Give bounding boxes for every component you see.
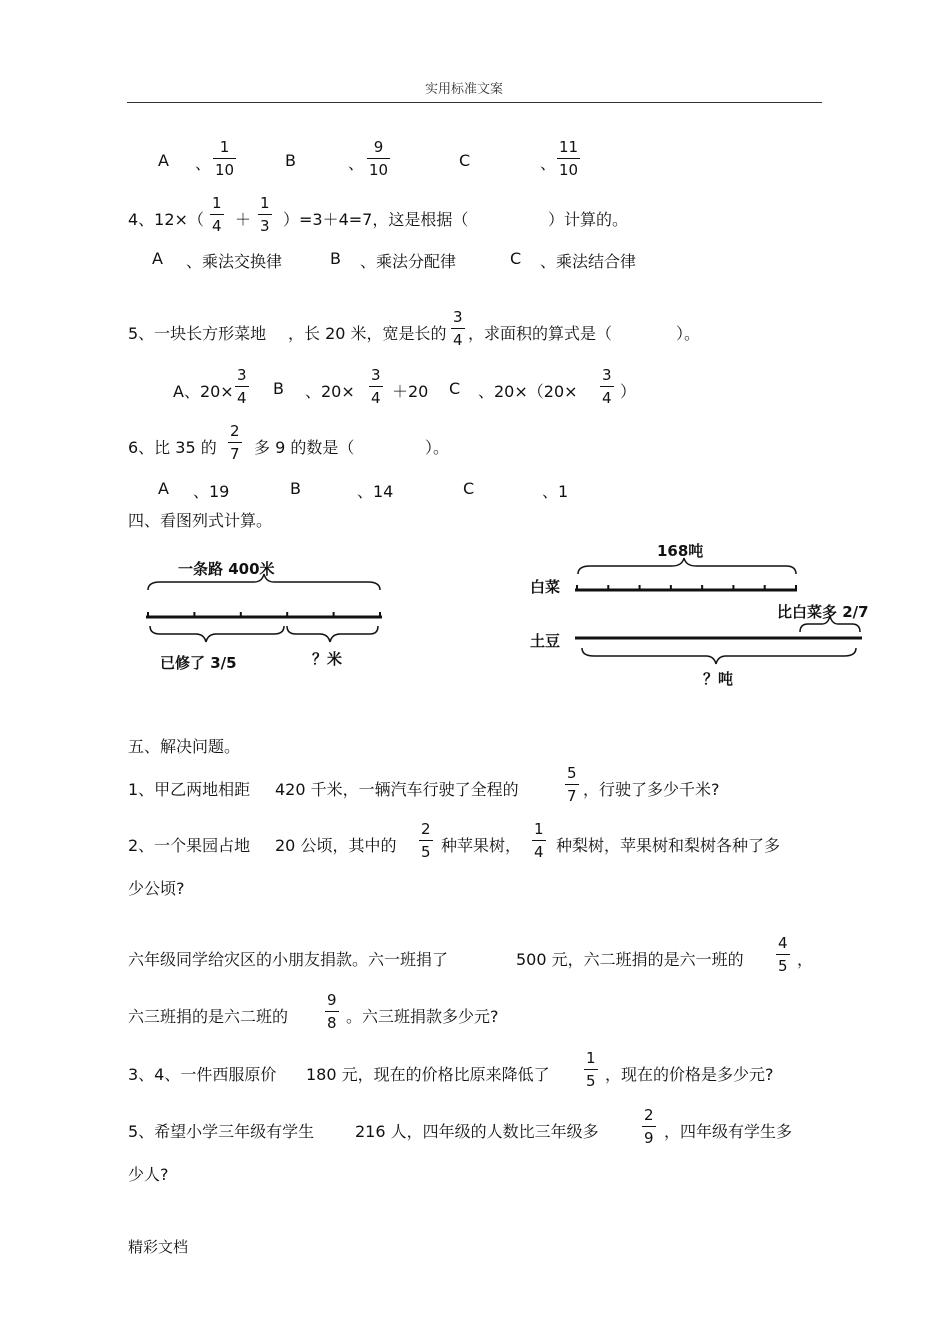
q5-option-b-tail: ＋20 bbox=[392, 382, 429, 401]
p3-line2-prefix: 六三班捐的是六二班的 bbox=[128, 1007, 289, 1026]
q5-fraction: 3 4 bbox=[453, 308, 463, 349]
p3-mid: 500 元，六二班捐的是六一班的 bbox=[516, 950, 744, 969]
q4-option-b-label: B bbox=[330, 249, 341, 268]
q5-option-a: A、20× bbox=[173, 382, 234, 401]
q6-option-a-label: A bbox=[158, 479, 169, 498]
page-header: 实用标准文案 bbox=[425, 82, 504, 97]
p4-mid: 180 元，现在的价格比原来降低了 bbox=[306, 1065, 550, 1084]
q4-option-c-label: C bbox=[510, 249, 522, 268]
q4-end: ）计算的。 bbox=[548, 210, 629, 229]
q3-option-a-fraction: 1 10 bbox=[215, 138, 235, 179]
diagram2-row2-label: 土豆 bbox=[530, 632, 561, 650]
q6-prefix: 6、比 35 的 bbox=[128, 438, 217, 457]
p1-fraction: 5 7 bbox=[567, 764, 577, 805]
q3-option-a-label: A bbox=[158, 151, 169, 170]
p2-line2: 少公顷? bbox=[128, 879, 185, 898]
q3-option-a-sep: 、 bbox=[195, 154, 212, 173]
p2-suffix: 种梨树，苹果树和梨树各种了多 bbox=[556, 836, 781, 855]
q4-option-a-text: 、乘法交换律 bbox=[186, 252, 283, 271]
p3-tail: ， bbox=[797, 950, 814, 969]
diagram2-top-label: 168吨 bbox=[657, 542, 704, 560]
q5-option-c-tail: ） bbox=[620, 382, 637, 401]
p1-mid: 420 千米，一辆汽车行驶了全程的 bbox=[275, 780, 519, 799]
diagram2-bottom-brace bbox=[582, 648, 856, 664]
q5-option-b-fraction: 3 4 bbox=[371, 366, 381, 407]
p5-mid: 216 人，四年级的人数比三年级多 bbox=[355, 1122, 599, 1141]
p3-line2-suffix: 。六三班捐款多少元? bbox=[346, 1007, 499, 1026]
q6-suffix: 多 9 的数是（ bbox=[254, 438, 355, 457]
q4-option-a-label: A bbox=[152, 249, 163, 268]
p5-prefix: 5、希望小学三年级有学生 bbox=[128, 1122, 315, 1141]
q3-option-c-sep: 、 bbox=[540, 154, 557, 173]
q4-prefix: 4、12×（ bbox=[128, 210, 204, 229]
p1-suffix: ，行驶了多少千米? bbox=[583, 780, 720, 799]
p4-fraction: 1 5 bbox=[586, 1049, 596, 1090]
p2-mid2: 种苹果树， bbox=[441, 836, 522, 855]
p5-fraction: 2 9 bbox=[644, 1106, 654, 1147]
q4-plus: ＋ bbox=[235, 210, 252, 229]
q4-option-b-text: 、乘法分配律 bbox=[360, 252, 457, 271]
q5-option-b-text: 、20× bbox=[305, 382, 355, 401]
q6-option-c-label: C bbox=[463, 479, 475, 498]
section4-title: 四、看图列式计算。 bbox=[128, 511, 273, 530]
diagram2-bottom-label: ？吨 bbox=[703, 670, 734, 688]
q6-option-c-text: 、1 bbox=[542, 482, 569, 501]
q5-option-c-text: 、20×（20× bbox=[478, 382, 578, 401]
diagram1-left-label: 已修了 3/5 bbox=[160, 654, 237, 672]
q4-suffix: ）=3＋4=7，这是根据（ bbox=[283, 210, 469, 229]
diagram2-extra-brace bbox=[800, 616, 860, 632]
q5-suffix: ，求面积的算式是（ bbox=[468, 324, 613, 343]
p5-suffix: ，四年级有学生多 bbox=[664, 1122, 793, 1141]
p3-fraction-1: 4 5 bbox=[778, 934, 788, 975]
q4-option-c-text: 、乘法结合律 bbox=[540, 252, 637, 271]
diagram2-top-brace bbox=[578, 558, 796, 574]
q3-option-b-fraction: 9 10 bbox=[369, 138, 389, 179]
diagram2-extra-label: 比白菜多 2/7 bbox=[777, 603, 869, 621]
page-footer: 精彩文档 bbox=[128, 1238, 189, 1256]
p3-prefix: 六年级同学给灾区的小朋友捐款。六一班捐了 bbox=[128, 950, 449, 969]
p2-fraction-1: 2 5 bbox=[421, 820, 431, 861]
q5-option-b-label: B bbox=[273, 379, 284, 398]
q3-option-c-label: C bbox=[459, 151, 471, 170]
q4-fraction-1: 1 4 bbox=[212, 194, 222, 235]
q6-option-a-text: 、19 bbox=[193, 482, 230, 501]
p2-prefix: 2、一个果园占地 bbox=[128, 836, 251, 855]
q3-option-b-sep: 、 bbox=[348, 154, 365, 173]
q3-option-c-fraction: 11 10 bbox=[559, 138, 579, 179]
p2-fraction-2: 1 4 bbox=[534, 820, 544, 861]
q5-option-a-fraction: 3 4 bbox=[237, 366, 247, 407]
q5-option-c-fraction: 3 4 bbox=[602, 366, 612, 407]
diagram1-right-label: ？米 bbox=[312, 650, 343, 668]
q5-end: ）。 bbox=[676, 324, 701, 343]
p3-fraction-2: 9 8 bbox=[327, 991, 337, 1032]
q5-prefix: 5、一块长方形菜地 bbox=[128, 324, 267, 343]
q6-option-b-label: B bbox=[290, 479, 301, 498]
q3-option-b-label: B bbox=[285, 151, 296, 170]
q5-mid: ，长 20 米，宽是长的 bbox=[288, 324, 447, 343]
q6-fraction: 2 7 bbox=[230, 422, 240, 463]
diagram1-top-label: 一条路 400米 bbox=[178, 560, 275, 578]
p1-prefix: 1、甲乙两地相距 bbox=[128, 780, 251, 799]
p4-suffix: ，现在的价格是多少元? bbox=[605, 1065, 774, 1084]
p2-mid: 20 公顷，其中的 bbox=[275, 836, 397, 855]
q4-fraction-2: 1 3 bbox=[260, 194, 270, 235]
section5-title: 五、解决问题。 bbox=[128, 737, 241, 756]
q6-end: ）。 bbox=[425, 438, 450, 457]
q6-option-b-text: 、14 bbox=[357, 482, 394, 501]
p4-prefix: 3、4、一件西服原价 bbox=[128, 1065, 277, 1084]
diagram2-row1-label: 白菜 bbox=[530, 578, 561, 596]
q5-option-c-label: C bbox=[449, 379, 461, 398]
p5-line2: 少人? bbox=[128, 1165, 169, 1184]
